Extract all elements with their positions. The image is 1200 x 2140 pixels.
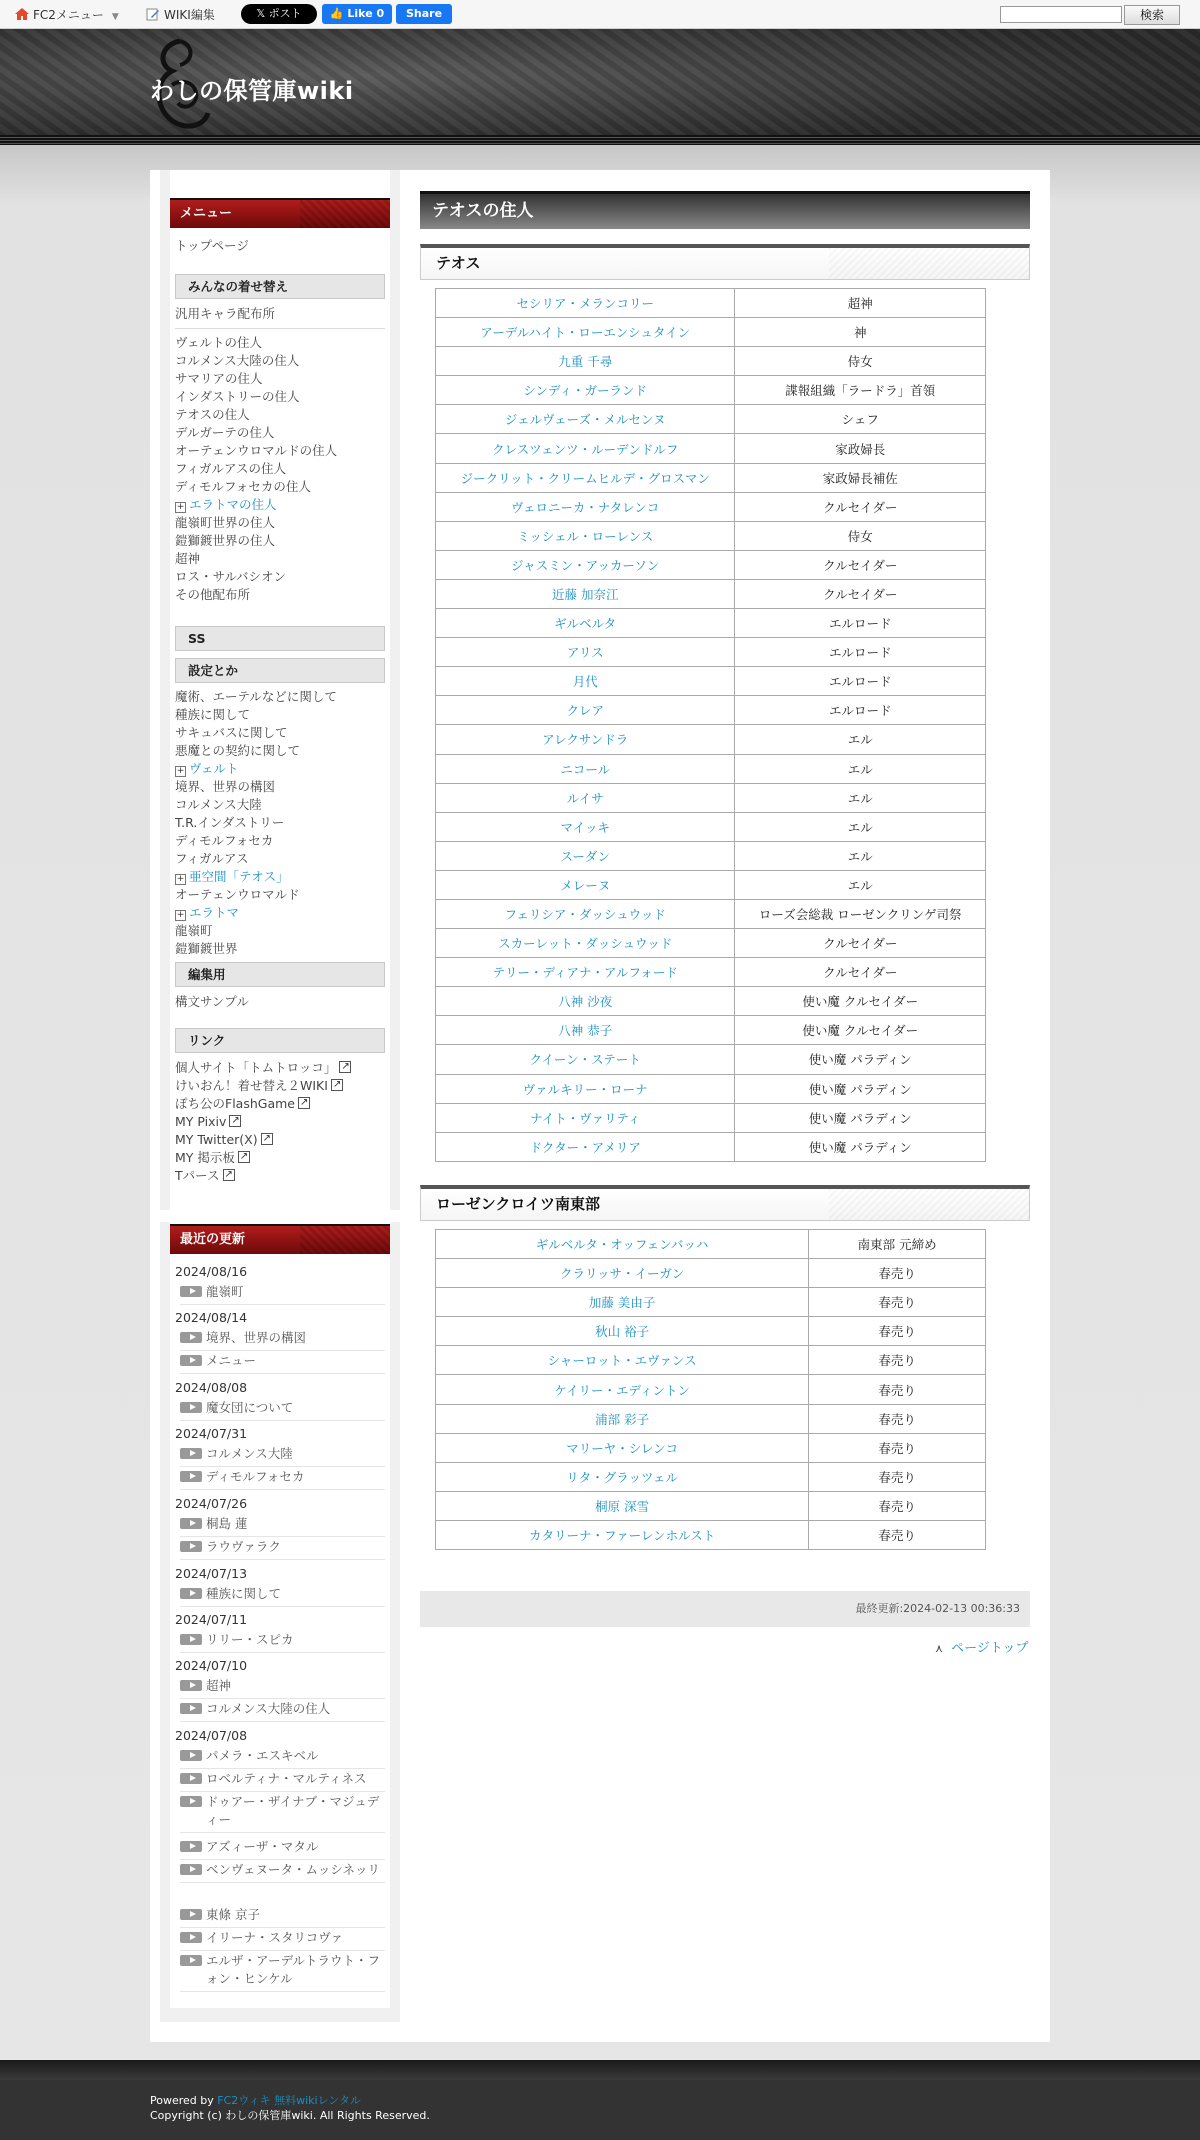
arrow-right-icon xyxy=(180,1332,202,1343)
sidebar-item-setting[interactable]: 鎧獅鍍世界 xyxy=(175,941,238,956)
resident-role: エルロード xyxy=(735,696,986,725)
last-updated: 最終更新:2024-02-13 00:36:33 xyxy=(420,1591,1030,1627)
recent-item-label: エルザ・アーデルトラウト・フォン・ヒンケル xyxy=(206,1953,381,1986)
table-row xyxy=(436,1103,986,1132)
table-row xyxy=(436,1317,986,1346)
footer-stripe xyxy=(0,2060,1200,2080)
sidebar-item-resident[interactable]: 鎧獅鍍世界の住人 xyxy=(175,533,276,548)
ss-heading: SS xyxy=(175,626,385,651)
sidebar-item-setting[interactable]: 龍嶺町 xyxy=(175,923,213,938)
recent-item-label: パメラ・エスキベル xyxy=(206,1748,319,1763)
sidebar-item-setting[interactable]: ディモルフォセカ xyxy=(175,833,274,848)
table-row xyxy=(436,870,986,899)
external-link-icon xyxy=(339,1061,351,1073)
resident-name-link[interactable]: アレクサンドラ xyxy=(436,725,735,754)
link-label: Tパース xyxy=(175,1168,220,1183)
sidebar-item-resident[interactable]: サマリアの住人 xyxy=(175,371,263,386)
recent-item[interactable] xyxy=(180,1768,385,1792)
table-row xyxy=(436,1404,986,1433)
table-row xyxy=(436,318,986,347)
recent-item-label: イリーナ・スタリコヴァ xyxy=(206,1930,344,1945)
sidebar-item-setting[interactable]: 種族に関して xyxy=(175,707,251,722)
sidebar-item-eratoma-residents[interactable] xyxy=(175,496,277,513)
resident-role: 家政婦長 xyxy=(735,434,986,463)
arrow-up-icon: ⋏ xyxy=(935,1642,944,1655)
resident-role: エル xyxy=(735,754,986,783)
resident-name-link[interactable]: 月代 xyxy=(436,667,735,696)
table-row xyxy=(436,987,986,1016)
recent-item[interactable] xyxy=(180,1904,385,1928)
sidebar-item-resident[interactable]: デルガーテの住人 xyxy=(175,425,275,440)
external-link-icon xyxy=(223,1169,235,1181)
arrow-right-icon xyxy=(180,1955,202,1966)
sidebar-item-velt[interactable] xyxy=(175,760,239,777)
resident-name-link[interactable]: ヴェロニーカ・ナタレンコ xyxy=(436,492,735,521)
arrow-right-icon xyxy=(180,1796,202,1807)
table-row xyxy=(436,376,986,405)
recent-item-label: 超神 xyxy=(206,1678,232,1693)
link-label: 個人サイト「トムトロッコ」 xyxy=(175,1060,337,1075)
table-row xyxy=(436,609,986,638)
wiki-edit-label: WIKI編集 xyxy=(164,8,215,22)
content-container xyxy=(150,170,1050,2042)
x-icon: 𝕏 xyxy=(256,7,269,20)
thumbs-up-icon: 👍 xyxy=(329,7,348,20)
sidebar-item-resident[interactable]: オーテェンウロマルドの住人 xyxy=(175,443,338,458)
external-link-icon xyxy=(298,1097,310,1109)
residents-table-rosenkreuz xyxy=(435,1229,986,1550)
arrow-right-icon xyxy=(180,1402,202,1413)
page-top-link[interactable] xyxy=(935,1637,1028,1656)
resident-name-link[interactable]: スーダン xyxy=(436,841,735,870)
expand-icon[interactable]: + xyxy=(176,910,185,920)
arrow-right-icon xyxy=(180,1518,202,1529)
table-row xyxy=(436,347,986,376)
settings-heading: 設定とか xyxy=(175,658,385,683)
x-post-label: ポスト xyxy=(268,7,302,20)
table-row xyxy=(436,463,986,492)
link-label: MY 掲示板 xyxy=(175,1150,235,1165)
resident-name-link[interactable]: 九重 千尋 xyxy=(436,347,735,376)
sidebar-item-resident[interactable]: ヴェルトの住人 xyxy=(175,335,263,350)
recent-item-label: リリー・スピカ xyxy=(206,1632,294,1647)
recent-item[interactable] xyxy=(180,1745,385,1769)
resident-name-link[interactable]: ジェルヴェーズ・メルセンヌ xyxy=(436,405,735,434)
powered-by xyxy=(150,2092,361,2108)
recent-item-label: コルメンス大陸の住人 xyxy=(206,1701,331,1716)
external-link-icon xyxy=(229,1115,241,1127)
facebook-like-button[interactable] xyxy=(322,4,392,24)
resident-name-link[interactable]: シンディ・ガーランド xyxy=(436,376,735,405)
table-row xyxy=(436,1462,986,1491)
chevron-down-icon: ▼ xyxy=(111,12,119,22)
recent-item-label: 東條 京子 xyxy=(206,1907,260,1922)
arrow-right-icon xyxy=(180,1773,202,1784)
expand-icon[interactable]: + xyxy=(176,766,185,776)
recent-date: 2024/07/10 xyxy=(175,1658,248,1673)
recent-item[interactable] xyxy=(180,1350,385,1374)
resident-name-link[interactable]: クイーン・ステート xyxy=(436,1045,735,1074)
link-bbs[interactable] xyxy=(175,1149,250,1166)
recent-heading: 最近の更新 xyxy=(170,1224,390,1254)
sidebar-item-resident[interactable]: テオスの住人 xyxy=(175,407,250,422)
table-row xyxy=(436,754,986,783)
recent-item-label: 魔女団について xyxy=(206,1400,294,1415)
table-row xyxy=(436,1288,986,1317)
resident-name-link[interactable]: 秋山 裕子 xyxy=(436,1317,809,1346)
recent-item-label: ラウヴァラク xyxy=(206,1539,281,1554)
resident-role: 春売り xyxy=(809,1491,986,1520)
site-header xyxy=(0,29,1200,145)
resident-name-link[interactable]: クレスツェンツ・ルーデンドルフ xyxy=(436,434,735,463)
resident-role: エルロード xyxy=(735,667,986,696)
powered-prefix: Powered by xyxy=(150,2094,218,2107)
resident-role: 使い魔 クルセイダー xyxy=(735,1016,986,1045)
link-twitter[interactable] xyxy=(175,1131,273,1148)
external-link-icon xyxy=(238,1151,250,1163)
recent-item-label: ベンヴェヌータ・ムッシネッリ xyxy=(206,1862,381,1877)
resident-role: 南東部 元締め xyxy=(809,1230,986,1259)
recent-item-label: コルメンス大陸 xyxy=(206,1446,293,1461)
sidebar-item-resident[interactable]: 龍嶺町世界の住人 xyxy=(175,515,276,530)
resident-name-link[interactable]: ジャスミン・アッカーソン xyxy=(436,550,735,579)
resident-name-link[interactable]: クラリッサ・イーガン xyxy=(436,1259,809,1288)
recent-item[interactable] xyxy=(180,1629,385,1653)
page-top-label: ページトップ xyxy=(951,1641,1029,1656)
recent-item[interactable] xyxy=(180,1443,385,1467)
recent-date: 2024/07/11 xyxy=(175,1612,248,1627)
table-row xyxy=(436,1259,986,1288)
section-heading-teos: テオス xyxy=(420,244,1030,280)
wiki-edit-link[interactable] xyxy=(146,6,215,23)
fc2-menu-button[interactable] xyxy=(14,6,119,23)
sidebar-item-setting[interactable]: オーテェンウロマルド xyxy=(175,887,300,902)
resident-role: 春売り xyxy=(809,1259,986,1288)
recent-item[interactable] xyxy=(180,1513,385,1537)
recent-item[interactable] xyxy=(180,1583,385,1607)
sidebar-item-setting[interactable]: 魔術、エーテルなどに関して xyxy=(175,689,337,704)
resident-role: エル xyxy=(735,812,986,841)
resident-role: ローズ会総裁 ローゼンクリンゲ司祭 xyxy=(735,899,986,928)
resident-role: 春売り xyxy=(809,1346,986,1375)
resident-role: 春売り xyxy=(809,1433,986,1462)
top-bar xyxy=(0,0,1200,29)
recent-item[interactable] xyxy=(180,1675,385,1699)
table-row xyxy=(436,521,986,550)
arrow-right-icon xyxy=(180,1355,202,1366)
link-personal-site[interactable] xyxy=(175,1059,351,1076)
arrow-right-icon xyxy=(180,1750,202,1761)
x-post-button[interactable] xyxy=(241,4,317,24)
residents-table-teos xyxy=(435,288,986,1162)
facebook-share-button[interactable]: Share xyxy=(396,4,452,24)
recent-item[interactable] xyxy=(180,1466,385,1490)
resident-name-link[interactable]: 浦部 彩子 xyxy=(436,1404,809,1433)
link-label: ぽち公のFlashGame xyxy=(175,1096,295,1111)
sidebar-item-setting[interactable]: T.R.インダストリー xyxy=(175,815,285,830)
resident-name-link[interactable]: ギルベルタ・オッフェンバッハ xyxy=(436,1230,809,1259)
sidebar-item-generic-chara[interactable]: 汎用キャラ配布所 xyxy=(175,306,276,321)
resident-role: 使い魔 パラディン xyxy=(735,1103,986,1132)
sidebar-divider xyxy=(175,328,385,329)
menu-heading: メニュー xyxy=(170,198,390,228)
fc2-wiki-link[interactable]: FC2ウィキ 無料wikiレンタル xyxy=(217,2094,361,2107)
link-kisekae-wiki[interactable] xyxy=(175,1077,343,1094)
link-tpers[interactable] xyxy=(175,1167,235,1184)
expand-icon[interactable]: + xyxy=(176,874,185,884)
resident-name-link[interactable]: 桐原 深雪 xyxy=(436,1491,809,1520)
resident-role: 春売り xyxy=(809,1520,986,1549)
table-row xyxy=(436,725,986,754)
recent-item-label: メニュー xyxy=(206,1353,257,1368)
table-row xyxy=(436,783,986,812)
resident-role: 使い魔 クルセイダー xyxy=(735,987,986,1016)
arrow-right-icon xyxy=(180,1680,202,1691)
resident-role: 使い魔 パラディン xyxy=(735,1074,986,1103)
arrow-right-icon xyxy=(180,1909,202,1920)
resident-name-link[interactable]: フェリシア・ダッシュウッド xyxy=(436,899,735,928)
resident-name-link[interactable]: 近藤 加奈江 xyxy=(436,579,735,608)
sidebar-item-setting[interactable]: 悪魔との契約に関して xyxy=(175,743,301,758)
sidebar-item-label: 亜空間「テオス」 xyxy=(189,869,289,884)
sidebar-item-setting[interactable]: コルメンス大陸 xyxy=(175,797,262,812)
resident-name-link[interactable]: リタ・グラッツェル xyxy=(436,1462,809,1491)
edit-icon xyxy=(146,7,160,21)
link-label: けいおん！着せ替え２WIKI xyxy=(175,1078,328,1093)
recent-item-label: 境界、世界の構図 xyxy=(206,1330,307,1345)
resident-name-link[interactable]: マリーヤ・シレンコ xyxy=(436,1433,809,1462)
resident-name-link[interactable]: ニコール xyxy=(436,754,735,783)
sidebar-item-resident[interactable]: その他配布所 xyxy=(175,587,251,602)
table-row xyxy=(436,1132,986,1161)
recent-date: 2024/07/31 xyxy=(175,1426,248,1441)
resident-name-link[interactable]: ケイリー・エディントン xyxy=(436,1375,809,1404)
resident-role: クルセイダー xyxy=(735,929,986,958)
fb-like-label: Like 0 xyxy=(347,7,385,20)
arrow-right-icon xyxy=(180,1634,202,1645)
arrow-right-icon xyxy=(180,1448,202,1459)
sidebar-item-resident[interactable]: ロス・サルバシオン xyxy=(175,569,287,584)
resident-role: クルセイダー xyxy=(735,958,986,987)
recent-item[interactable] xyxy=(180,1791,385,1833)
recent-date: 2024/08/16 xyxy=(175,1264,248,1279)
arrow-right-icon xyxy=(180,1471,202,1482)
table-row xyxy=(436,958,986,987)
table-row xyxy=(436,841,986,870)
resident-role: 侍女 xyxy=(735,347,986,376)
search-input[interactable] xyxy=(1000,6,1122,23)
recent-item[interactable] xyxy=(180,1950,385,1992)
table-row xyxy=(436,550,986,579)
recent-item[interactable] xyxy=(180,1698,385,1722)
recent-item-label: ディモルフォセカ xyxy=(206,1469,305,1484)
resident-name-link[interactable]: ジークリット・クリームヒルデ・グロスマン xyxy=(436,463,735,492)
resident-name-link[interactable]: アリス xyxy=(436,638,735,667)
sidebar-item-label: エラトマ xyxy=(189,905,240,920)
resident-role: エルロード xyxy=(735,609,986,638)
sidebar-item-setting[interactable]: サキュバスに関して xyxy=(175,725,288,740)
sidebar-item-resident[interactable]: コルメンス大陸の住人 xyxy=(175,353,300,368)
recent-date: 2024/08/08 xyxy=(175,1380,248,1395)
resident-role: エルロード xyxy=(735,638,986,667)
resident-role: エル xyxy=(735,725,986,754)
sidebar-item-setting[interactable]: 境界、世界の構図 xyxy=(175,779,276,794)
resident-name-link[interactable]: ヴァルキリー・ローナ xyxy=(436,1074,735,1103)
table-row xyxy=(436,405,986,434)
sidebar-item-syntax-sample[interactable]: 構文サンプル xyxy=(175,994,249,1009)
resident-role: クルセイダー xyxy=(735,550,986,579)
resident-name-link[interactable]: ルイサ xyxy=(436,783,735,812)
recent-item[interactable] xyxy=(180,1397,385,1421)
link-flashgame[interactable] xyxy=(175,1095,310,1112)
recent-item-label: 種族に関して xyxy=(206,1586,282,1601)
resident-name-link[interactable]: ミッシェル・ローレンス xyxy=(436,521,735,550)
table-row xyxy=(436,1346,986,1375)
link-label: MY Twitter(X) xyxy=(175,1132,258,1147)
arrow-right-icon xyxy=(180,1286,202,1297)
table-row xyxy=(436,1433,986,1462)
resident-name-link[interactable]: カタリーナ・ファーレンホルスト xyxy=(436,1520,809,1549)
table-row xyxy=(436,667,986,696)
table-row xyxy=(436,899,986,928)
resident-role: 神 xyxy=(735,318,986,347)
resident-role: エル xyxy=(735,841,986,870)
recent-item[interactable] xyxy=(180,1281,385,1305)
resident-role: 春売り xyxy=(809,1462,986,1491)
resident-role: シェフ xyxy=(735,405,986,434)
recent-date: 2024/08/14 xyxy=(175,1310,248,1325)
arrow-right-icon xyxy=(180,1541,202,1552)
resident-role: 超神 xyxy=(735,289,986,318)
sidebar-item-setting[interactable]: フィガルアス xyxy=(175,851,249,866)
recent-item[interactable] xyxy=(180,1327,385,1351)
arrow-right-icon xyxy=(180,1588,202,1599)
table-row xyxy=(436,696,986,725)
resident-name-link[interactable]: ナイト・ヴァリティ xyxy=(436,1103,735,1132)
recent-date: 2024/07/13 xyxy=(175,1566,248,1581)
resident-role: エル xyxy=(735,870,986,899)
table-row xyxy=(436,1045,986,1074)
resident-name-link[interactable]: スカーレット・ダッシュウッド xyxy=(436,929,735,958)
resident-name-link[interactable]: ドクター・アメリア xyxy=(436,1132,735,1161)
recent-item[interactable] xyxy=(180,1927,385,1951)
resident-name-link[interactable]: シャーロット・エヴァンス xyxy=(436,1346,809,1375)
resident-role: 春売り xyxy=(809,1404,986,1433)
recent-item[interactable] xyxy=(180,1836,385,1860)
section-heading-rosenkreuz: ローゼンクロイツ南東部 xyxy=(420,1185,1030,1221)
resident-role: 侍女 xyxy=(735,521,986,550)
recent-date: 2024/07/26 xyxy=(175,1496,248,1511)
link-pixiv[interactable] xyxy=(175,1113,241,1130)
recent-item-label: 桐島 蓮 xyxy=(206,1516,248,1531)
arrow-right-icon xyxy=(180,1841,202,1852)
fc2-menu-label: FC2メニュー xyxy=(33,8,104,22)
resident-name-link[interactable]: 八神 沙夜 xyxy=(436,987,735,1016)
resident-role: クルセイダー xyxy=(735,579,986,608)
resident-name-link[interactable]: アーデルハイト・ローエンシュタイン xyxy=(436,318,735,347)
recent-item[interactable] xyxy=(180,1536,385,1560)
resident-name-link[interactable]: セシリア・メランコリー xyxy=(436,289,735,318)
resident-role: 使い魔 パラディン xyxy=(735,1132,986,1161)
external-link-icon xyxy=(331,1079,343,1091)
recent-item-label: ロベルティナ・マルティネス xyxy=(206,1771,367,1786)
resident-name-link[interactable]: メレーヌ xyxy=(436,870,735,899)
home-icon xyxy=(14,7,30,21)
site-footer xyxy=(0,2060,1200,2140)
sidebar-item-eratoma[interactable] xyxy=(175,904,239,921)
table-row xyxy=(436,1230,986,1259)
table-row xyxy=(436,1074,986,1103)
table-row xyxy=(436,1375,986,1404)
external-link-icon xyxy=(261,1133,273,1145)
table-row xyxy=(436,638,986,667)
edit-heading: 編集用 xyxy=(175,962,385,987)
recent-date: 2024/07/08 xyxy=(175,1728,248,1743)
sidebar-item-label: エラトマの住人 xyxy=(189,497,277,512)
sidebar-item-resident[interactable]: フィガルアスの住人 xyxy=(175,461,287,476)
table-row xyxy=(436,1491,986,1520)
arrow-right-icon xyxy=(180,1703,202,1714)
sidebar-item-resident[interactable]: ディモルフォセカの住人 xyxy=(175,479,311,494)
resident-name-link[interactable]: クレア xyxy=(436,696,735,725)
sidebar-item-top-page[interactable]: トップページ xyxy=(175,238,249,253)
resident-role: 春売り xyxy=(809,1375,986,1404)
expand-icon[interactable]: + xyxy=(176,502,185,512)
site-title[interactable]: わしの保管庫wiki xyxy=(150,77,354,105)
table-row xyxy=(436,492,986,521)
arrow-right-icon xyxy=(180,1864,202,1875)
resident-name-link[interactable]: テリー・ディアナ・アルフォード xyxy=(436,958,735,987)
resident-role: 家政婦長補佐 xyxy=(735,463,986,492)
resident-role: 使い魔 パラディン xyxy=(735,1045,986,1074)
resident-name-link[interactable]: 八神 恭子 xyxy=(436,1016,735,1045)
table-row xyxy=(436,289,986,318)
sidebar-item-resident[interactable]: インダストリーの住人 xyxy=(175,389,300,404)
recent-item-label: 龍嶺町 xyxy=(206,1284,244,1299)
search-button[interactable]: 検索 xyxy=(1124,5,1180,25)
sidebar-item-teos-space[interactable] xyxy=(175,868,289,885)
recent-item[interactable] xyxy=(180,1859,385,1883)
resident-name-link[interactable]: ギルベルタ xyxy=(436,609,735,638)
resident-role: 春売り xyxy=(809,1317,986,1346)
table-row xyxy=(436,1520,986,1549)
table-row xyxy=(436,434,986,463)
resident-name-link[interactable]: マイッキ xyxy=(436,812,735,841)
kisekae-heading: みんなの着せ替え xyxy=(175,274,385,299)
links-heading: リンク xyxy=(175,1028,385,1053)
sidebar-item-label: ヴェルト xyxy=(189,761,239,776)
resident-role: 春売り xyxy=(809,1288,986,1317)
table-row xyxy=(436,929,986,958)
resident-name-link[interactable]: 加藤 美由子 xyxy=(436,1288,809,1317)
recent-item-label: ドゥアー・ザイナブ・マジュディー xyxy=(206,1794,380,1827)
arrow-right-icon xyxy=(180,1932,202,1943)
page-title: テオスの住人 xyxy=(420,191,1030,229)
header-stripe xyxy=(0,135,1200,145)
resident-role: クルセイダー xyxy=(735,492,986,521)
table-row xyxy=(436,812,986,841)
recent-item-label: アズィーザ・マタル xyxy=(206,1839,319,1854)
sidebar-item-resident[interactable]: 超神 xyxy=(175,551,201,566)
link-label: MY Pixiv xyxy=(175,1114,227,1129)
resident-role: エル xyxy=(735,783,986,812)
copyright: Copyright (c) わしの保管庫wiki. All Rights Reserved. xyxy=(150,2109,430,2122)
resident-role: 諜報組織「ラードラ」首領 xyxy=(735,376,986,405)
table-row xyxy=(436,1016,986,1045)
table-row xyxy=(436,579,986,608)
